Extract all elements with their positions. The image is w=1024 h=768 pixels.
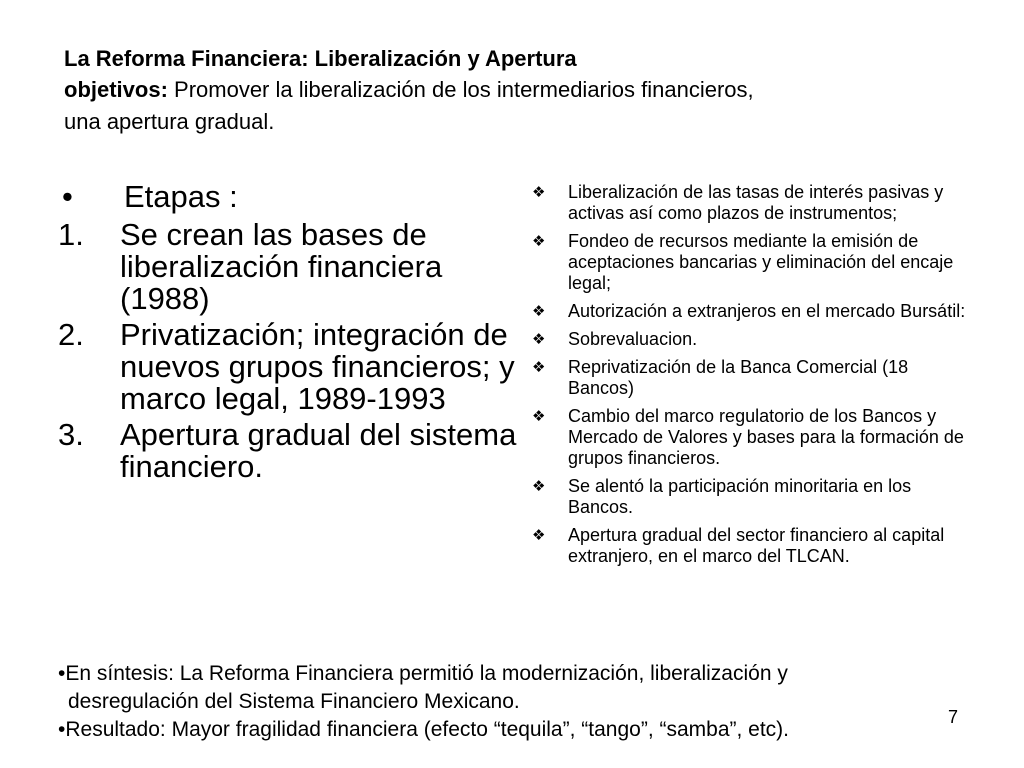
measure-text: Liberalización de las tasas de interés pasivas y activas así como plazos de instrumentos; — [568, 182, 944, 223]
stage-text: Se crean las bases de liberalización financiera (1988) — [120, 217, 443, 316]
stage-text: Apertura gradual del sistema financiero. — [120, 417, 517, 484]
objectives-line-2: una apertura gradual. — [64, 109, 275, 134]
measure-item — [532, 231, 972, 294]
stage-item — [58, 419, 528, 483]
diamond-bullet-icon: ❖ — [532, 478, 546, 495]
measures-list — [532, 182, 972, 574]
measure-item — [532, 406, 972, 469]
measure-text: Sobrevaluacion. — [568, 329, 698, 349]
stage-number: 1. — [58, 217, 84, 252]
stages-heading — [58, 178, 528, 215]
summary-line-1: •En síntesis: La Reforma Financiera permitió la modernización, liberalización y — [58, 662, 788, 685]
measure-item — [532, 357, 972, 399]
diamond-bullet-icon: ❖ — [532, 527, 546, 544]
objectives-text: Promover la liberalización de los intermediarios financieros, — [167, 77, 754, 102]
measure-text: Fondeo de recursos mediante la emisión de aceptaciones bancarias y eliminación del encaje legal; — [568, 231, 954, 293]
diamond-bullet-icon: ❖ — [532, 331, 546, 348]
stage-text: Privatización; integración de nuevos grupos financieros; y marco legal, 1989-1993 — [120, 317, 515, 416]
objectives-label: objetivos: — [64, 77, 168, 102]
stage-number: 3. — [58, 417, 84, 452]
measure-text: Reprivatización de la Banca Comercial (18 Bancos) — [568, 357, 909, 398]
measure-item — [532, 182, 972, 224]
measure-item — [532, 329, 972, 350]
measure-text: Cambio del marco regulatorio de los Bancos y Mercado de Valores y bases para la formación de grupos financieros. — [568, 406, 964, 468]
diamond-bullet-icon: ❖ — [532, 233, 546, 250]
result-line: •Resultado: Mayor fragilidad financiera (efecto “tequila”, “tango”, “samba”, etc). — [58, 718, 790, 741]
diamond-bullet-icon: ❖ — [532, 408, 546, 425]
title-block — [64, 44, 984, 138]
measure-item — [532, 476, 972, 518]
objectives-line-1 — [64, 74, 984, 106]
summary-block — [58, 660, 978, 744]
page-number: 7 — [948, 707, 959, 727]
measure-text: Apertura gradual del sector financiero al capital extranjero, en el marco del TLCAN. — [568, 525, 945, 566]
stage-item — [58, 219, 528, 315]
slide-title: La Reforma Financiera: Liberalización y Apertura — [64, 46, 577, 71]
diamond-bullet-icon: ❖ — [532, 359, 546, 376]
stages-heading-text: Etapas : — [124, 179, 238, 214]
measure-text: Se alentó la participación minoritaria en los Bancos. — [568, 476, 912, 517]
measure-item — [532, 525, 972, 567]
stage-item — [58, 319, 528, 415]
summary-line-2: desregulación del Sistema Financiero Mexicano. — [68, 690, 520, 713]
stages-column — [58, 178, 528, 483]
bullet-icon: • — [62, 179, 73, 214]
measure-item — [532, 301, 972, 322]
stage-number: 2. — [58, 317, 84, 352]
diamond-bullet-icon: ❖ — [532, 184, 546, 201]
measure-text: Autorización a extranjeros en el mercado Bursátil: — [568, 301, 966, 321]
diamond-bullet-icon: ❖ — [532, 303, 546, 320]
